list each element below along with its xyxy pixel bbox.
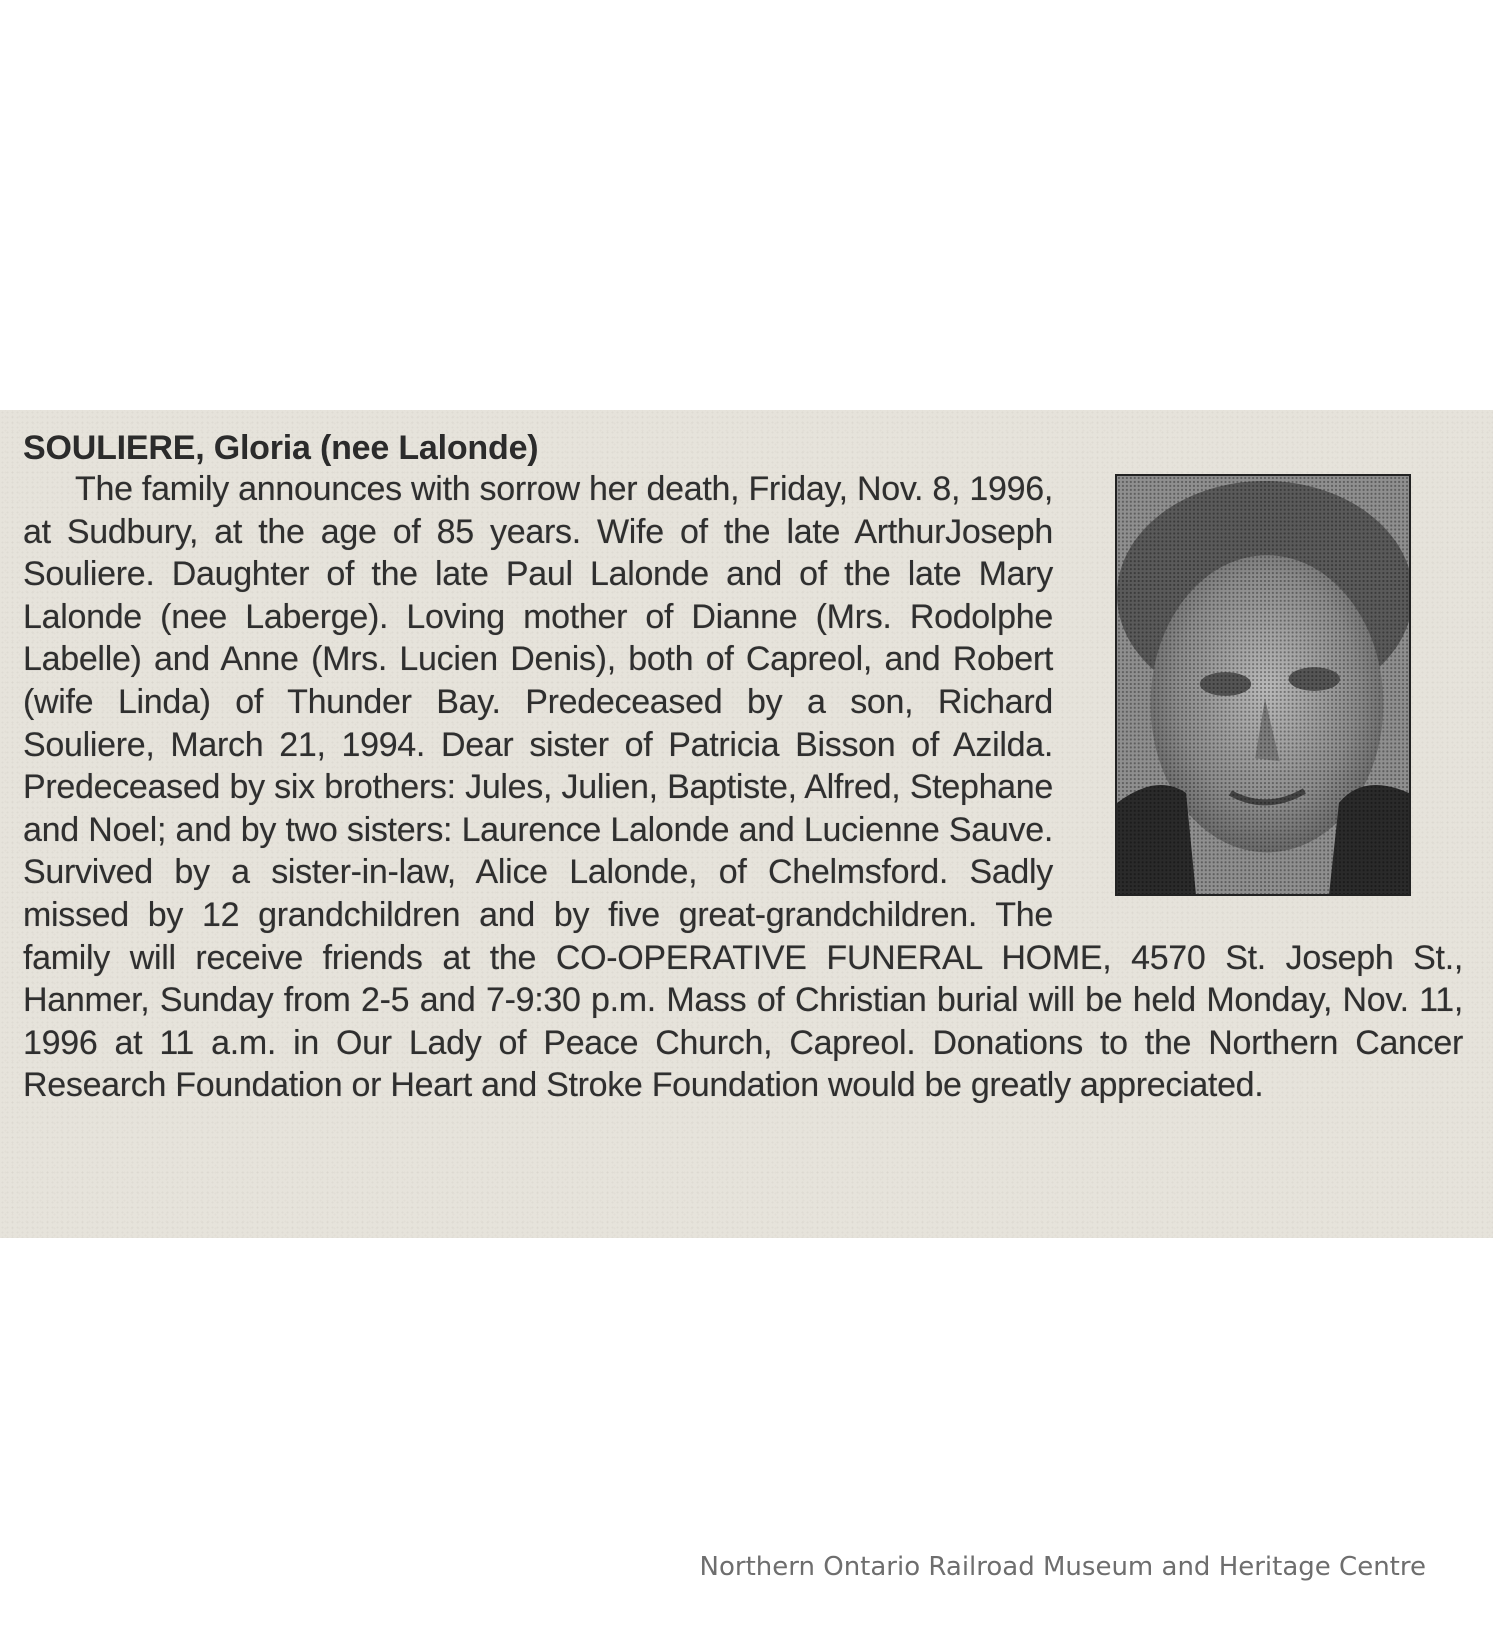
obituary-heading: SOULIERE, Gloria (nee Lalonde)	[23, 429, 539, 467]
portrait-photo	[1115, 474, 1411, 896]
newspaper-clipping	[0, 410, 1493, 1238]
obituary	[23, 428, 1463, 1107]
portrait-image	[1117, 476, 1409, 894]
source-credit: Northern Ontario Railroad Museum and Heritage Centre	[699, 1552, 1426, 1582]
obituary-text: The family announces with sorrow her death, Friday, Nov. 8, 1996, at Sudbury, at the age of 85 years. Wife of the late ArthurJoseph Souliere. Daughter of the late Paul Lalonde and of the late Mary Lalonde (nee Laberge). Loving mother of Dianne (Mrs. Rodolphe Labelle) and Anne (Mrs. Lucien Denis), both of Capreol, and Robert (wife Linda) of Thunder Bay. Predeceased by a son, Richard Souliere, March 21, 1994. Dear sister of Patricia Bisson of Azilda. Predeceased by six brothers: Jules, Julien, Baptiste, Alfred, Stephane and Noel; and by two sisters: Laurence Lalonde and Lucienne Sauve. Survived by a sister-in-law, Alice Lalonde, of Chelmsford. Sadly missed by 12 grandchildren and by five great-grandchildren. The family will receive friends at the CO-OPERATIVE FUNERAL HOME, 4570 St. Joseph St., Hanmer, Sunday from 2-5 and 7-9:30 p.m. Mass of Christian burial will be held Monday, Nov. 11, 1996 at 11 a.m. in Our Lady of Peace Church, Capreol. Donations to the Northern Cancer Research Foundation or Heart and Stroke Foundation would be greatly appreciated.	[23, 470, 1463, 1105]
